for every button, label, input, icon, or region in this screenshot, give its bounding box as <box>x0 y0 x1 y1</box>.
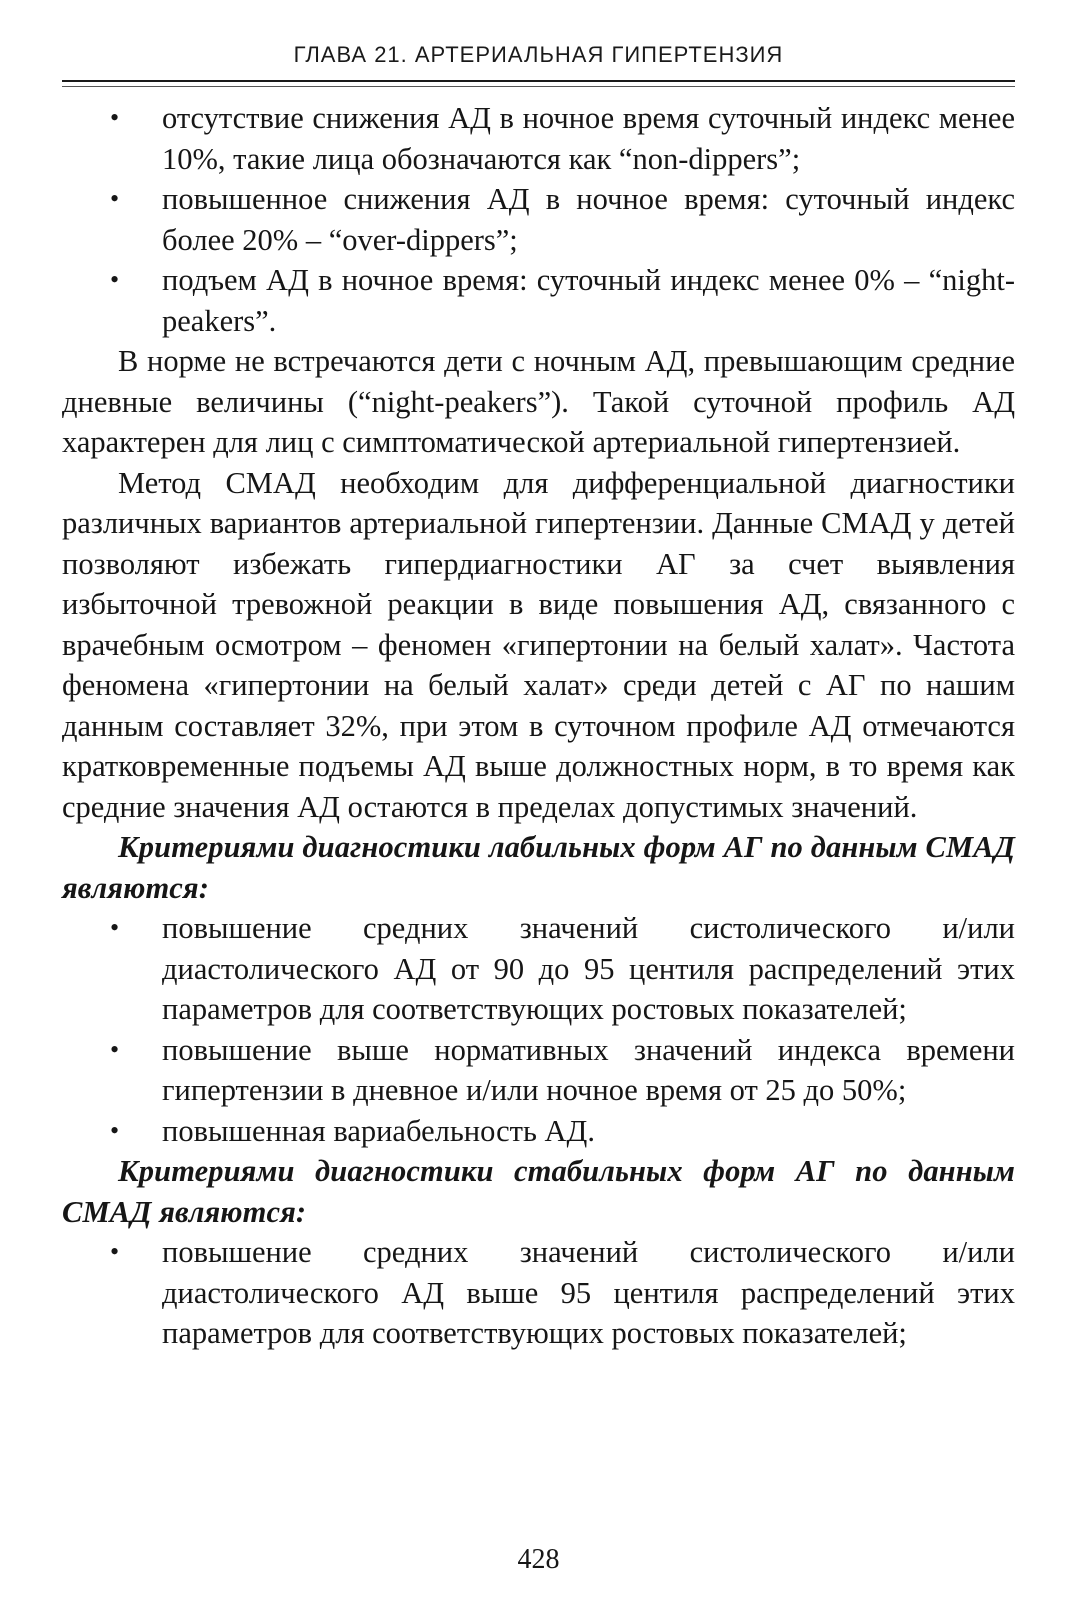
criteria-stable-heading: Критериями диагностики стабильных форм АГ по данным СМАД являются: <box>62 1154 1015 1229</box>
bullet-list-dipping <box>62 98 1015 341</box>
page-number: 428 <box>517 1544 560 1575</box>
header-rule-thin <box>62 86 1015 87</box>
paragraph-night-peakers: В норме не встречаются дети с ночным АД, превышающим средние дневные величины (“night-peakers”). Такой суточной профиль АД характерен для лиц с симптоматической артериальной гипертензией. <box>62 344 1015 459</box>
list-item: • отсутствие снижения АД в ночное время суточный индекс менее 10%, такие лица обозначаются как “non-dippers”; <box>62 98 1015 179</box>
list-item: • повышение средних значений систолического и/или диастолического АД выше 95 центиля распределений этих параметров для соответствующих ростовых показателей; <box>62 1232 1015 1354</box>
paragraph-smad-method: Метод СМАД необходим для дифференциальной диагностики различных вариантов артериальной гипертензии. Данные СМАД у детей позволяют избежать гипердиагностики АГ за счет выявления избыточной тревожной реакции в виде повышения АД, связанного с врачебным осмотром – феномен «гипертонии на белый халат». Частота феномена «гипертонии на белый халат» среди детей с АГ по нашим данным составляет 32%, при этом в суточном профиле АД отмечаются кратковременные подъемы АД выше должностных норм, в то время как средние значения АД остаются в пределах допустимых значений. <box>62 465 1015 824</box>
bullet-icon: • <box>110 1115 120 1145</box>
bullet-icon: • <box>110 265 120 294</box>
header-rule <box>62 80 1015 82</box>
list-item: • повышение выше нормативных значений индекса времени гипертензии в дневное и/или ночное время от 25 до 50%; <box>62 1030 1015 1111</box>
bullet-icon: • <box>110 1034 120 1064</box>
bullet-list-labile <box>62 908 1015 1151</box>
list-item: • повышенное снижения АД в ночное время: суточный индекс более 20% – “over-dippers”; <box>62 179 1015 260</box>
bullet-list-stable <box>62 1232 1015 1354</box>
bullet-icon: • <box>110 913 120 942</box>
criteria-labile-heading: Критериями диагностики лабильных форм АГ по данным СМАД являются: <box>62 830 1015 905</box>
list-item: • повышение средних значений систолического и/или диастолического АД от 90 до 95 центиля распределений этих параметров для соответствующих ростовых показателей; <box>62 908 1015 1030</box>
bullet-icon: • <box>110 103 120 132</box>
list-item: • повышенная вариабельность АД. <box>62 1111 1015 1152</box>
running-head: ГЛАВА 21. АРТЕРИАЛЬНАЯ ГИПЕРТЕНЗИЯ <box>293 42 784 67</box>
bullet-icon: • <box>110 1237 120 1266</box>
bullet-icon: • <box>110 184 120 213</box>
list-item: • подъем АД в ночное время: суточный индекс менее 0% – “night-peakers”. <box>62 260 1015 341</box>
page-content <box>62 98 1015 1354</box>
book-page <box>62 0 1015 1600</box>
